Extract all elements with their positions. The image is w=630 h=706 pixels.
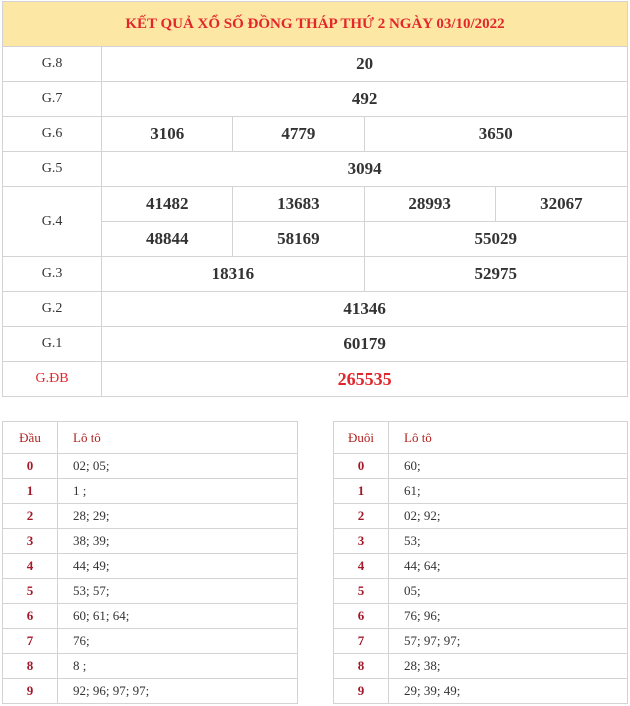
table-row [334,579,628,604]
prize-number: 492 [102,82,628,117]
prize-row-g1 [3,327,628,362]
loto-values: 38; 39; [58,529,298,554]
table-row [334,479,628,504]
loto-dau-table [2,421,298,704]
prize-row-g2 [3,292,628,327]
table-row [334,554,628,579]
special-prize-label: G.ĐB [3,362,102,397]
table-row [3,554,298,579]
prize-label: G.4 [3,187,102,257]
table-row [3,529,298,554]
prize-row-g3 [3,257,628,292]
prize-number: 55029 [364,222,627,257]
tail-digit: 8 [334,654,389,679]
loto-values: 28; 38; [389,654,628,679]
tail-digit: 3 [334,529,389,554]
prize-number: 28993 [364,187,495,222]
prize-number: 3106 [102,117,233,152]
results-table [2,1,628,397]
prize-number: 4779 [233,117,364,152]
loto-values: 02; 92; [389,504,628,529]
prize-number: 18316 [102,257,364,292]
prize-number: 3650 [364,117,627,152]
prize-label: G.5 [3,152,102,187]
prize-number: 60179 [102,327,628,362]
prize-number: 58169 [233,222,364,257]
table-row [3,679,298,704]
loto-values: 76; [58,629,298,654]
loto-values: 92; 96; 97; 97; [58,679,298,704]
prize-row-g6 [3,117,628,152]
head-digit: 3 [3,529,58,554]
head-digit: 7 [3,629,58,654]
table-row [334,679,628,704]
prize-label: G.8 [3,47,102,82]
head-digit: 6 [3,604,58,629]
prize-number: 48844 [102,222,233,257]
table-row [334,629,628,654]
tail-digit: 1 [334,479,389,504]
column-header: Lô tô [58,422,298,454]
loto-values: 44; 49; [58,554,298,579]
table-row [3,454,298,479]
tail-digit: 9 [334,679,389,704]
table-row [334,529,628,554]
table-row [334,654,628,679]
tail-digit: 5 [334,579,389,604]
loto-values: 8 ; [58,654,298,679]
loto-duoi-table [333,421,628,704]
prize-number: 41346 [102,292,628,327]
loto-values: 60; 61; 64; [58,604,298,629]
tail-digit: 7 [334,629,389,654]
loto-values: 53; 57; [58,579,298,604]
prize-row-gdb [3,362,628,397]
tail-digit: 4 [334,554,389,579]
head-digit: 1 [3,479,58,504]
prize-number: 3094 [102,152,628,187]
prize-label: G.6 [3,117,102,152]
head-digit: 5 [3,579,58,604]
prize-row-g7 [3,82,628,117]
loto-values: 57; 97; 97; [389,629,628,654]
prize-row-g5 [3,152,628,187]
loto-values: 53; [389,529,628,554]
head-digit: 0 [3,454,58,479]
table-row [3,504,298,529]
title-row [3,2,628,47]
prize-label: G.3 [3,257,102,292]
loto-header-row [334,422,628,454]
table-row [334,604,628,629]
loto-values: 28; 29; [58,504,298,529]
head-digit: 4 [3,554,58,579]
head-digit: 9 [3,679,58,704]
loto-values: 1 ; [58,479,298,504]
loto-header-row [3,422,298,454]
tail-digit: 2 [334,504,389,529]
prize-row-g4 [3,187,628,222]
loto-values: 60; [389,454,628,479]
loto-values: 76; 96; [389,604,628,629]
prize-number: 13683 [233,187,364,222]
prize-number: 41482 [102,187,233,222]
prize-label: G.7 [3,82,102,117]
table-row [3,479,298,504]
loto-values: 02; 05; [58,454,298,479]
tail-digit: 6 [334,604,389,629]
prize-number: 20 [102,47,628,82]
prize-number: 52975 [364,257,627,292]
table-row [3,604,298,629]
table-row [3,654,298,679]
head-digit: 2 [3,504,58,529]
table-row [3,579,298,604]
prize-row-g8 [3,47,628,82]
table-row [334,454,628,479]
column-header: Đầu [3,422,58,454]
head-digit: 8 [3,654,58,679]
loto-values: 61; [389,479,628,504]
special-prize-number: 265535 [102,362,628,397]
column-header: Lô tô [389,422,628,454]
page-title: KẾT QUẢ XỔ SỐ ĐỒNG THÁP THỨ 2 NGÀY 03/10/2022 [3,2,628,47]
column-header: Đuôi [334,422,389,454]
loto-values: 05; [389,579,628,604]
prize-label: G.2 [3,292,102,327]
prize-label: G.1 [3,327,102,362]
loto-values: 29; 39; 49; [389,679,628,704]
table-row [3,629,298,654]
table-row [334,504,628,529]
tail-digit: 0 [334,454,389,479]
loto-values: 44; 64; [389,554,628,579]
prize-number: 32067 [495,187,627,222]
